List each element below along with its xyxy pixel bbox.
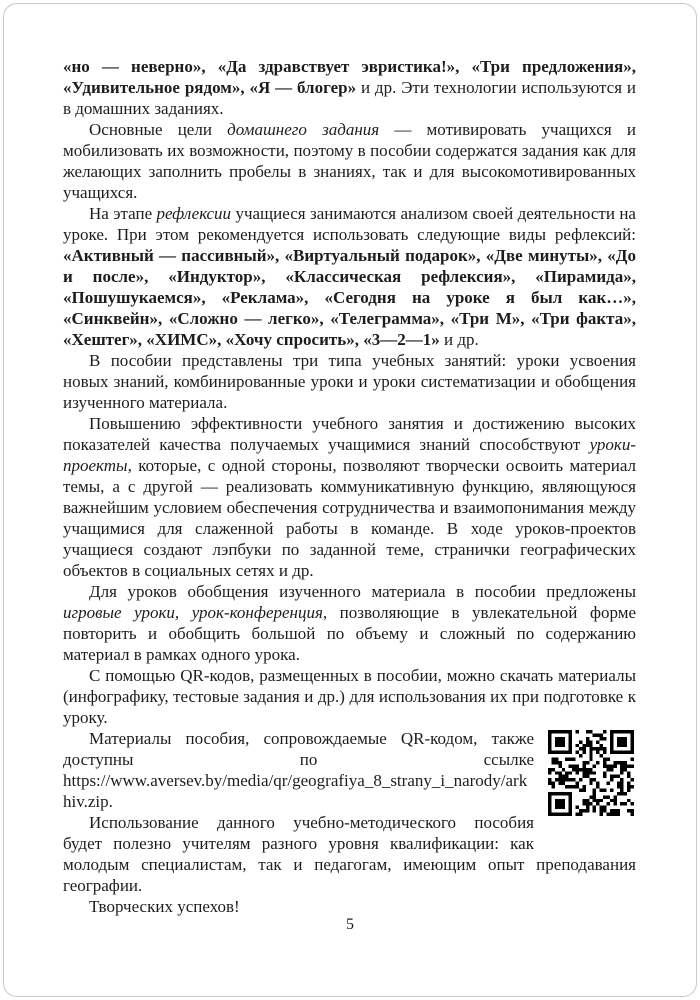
text-run: , которые, с одной стороны, позволяют творчески освоить материал темы, а с другой — реализовать коммуникативную функцию, являющуюся важнейшим условием обеспечения сотрудничества и взаимопонимания между учащимися для слаженной работы в команде. В ходе уроков-проектов учащиеся создают лэпбуки по заданной теме, странички географических объектов в социальных сетях и др. — [63, 456, 636, 580]
text-run: «Активный — пассивный», «Виртуальный подарок», «Две минуты», «До и после», «Индуктор», «Классическая рефлексия», «Пирамида», «Пошушукаемся», «Реклама», «Сегодня на уроке я был как…», «Синквейн», «Сложно — легко», «Телеграмма», «Три М», «Три факта», «Хештег», «ХИМС», «Хочу спросить», «3—2—1» — [63, 246, 636, 349]
page-number: 5 — [346, 916, 354, 933]
paragraph — [63, 728, 636, 812]
text-run: На этапе — [89, 204, 157, 223]
paragraph — [63, 665, 636, 728]
text-run: — мотивировать учащихся и мобилизовать их возможности, поэтому в пособии содержатся задания как для желающих заполнить пробелы в знаниях, так и для высокомотивированных учащихся. — [63, 120, 636, 202]
text-run: В пособии представлены три типа учебных занятий: уроки усвоения новых знаний, комбинированные уроки и уроки систематизации и обобщения изученного материала. — [63, 351, 636, 412]
text-run: Творческих успехов! — [89, 897, 240, 916]
text-run: и др. — [439, 330, 479, 349]
paragraph — [63, 119, 636, 203]
text-run: , позволяющие в увлекательной форме повторить и обобщить большой по объему и сложный по содержанию материал в рамках одного урока. — [63, 603, 637, 664]
text-run: Повышению эффективности учебного занятия и достижению высоких показателей качества получаемых учащимися знаний способствуют — [63, 414, 636, 454]
text-run: Использование данного учебно-методического пособия будет полезно учителям разного уровня квалификации: как молодым специалистам, так и педагогам, имеющим опыт преподавания географии. — [63, 813, 636, 895]
text-run: уроки-проекты — [63, 435, 636, 475]
paragraph — [63, 413, 636, 581]
paragraph — [63, 581, 636, 665]
text-run: учащиеся занимаются анализом своей деятельности на уроке. При этом рекомендуется использовать следующие виды рефлексий: — [63, 204, 636, 244]
text-run: Основные цели — [89, 120, 228, 139]
paragraph — [63, 203, 636, 350]
text-run: «но — неверно», «Да здравствует эвристика!», «Три предложения», «Удивительное рядом», «Я — блогер» — [63, 57, 636, 97]
paragraph — [63, 56, 636, 119]
document-body — [63, 56, 636, 917]
text-run: домашнего задания — [227, 120, 380, 139]
paragraph — [63, 350, 636, 413]
text-run: Для уроков обобщения изученного материала в пособии предложены — [89, 582, 636, 601]
text-run: и др. Эти технологии используются и в домашних заданиях. — [63, 78, 636, 118]
qr-code — [548, 730, 636, 830]
paragraph — [63, 896, 636, 917]
text-run: С помощью QR-кодов, размещенных в пособии, можно скачать материалы (инфографику, тестовые задания и др.) для использования их при подготовке к уроку. — [63, 666, 636, 727]
text-run: рефлексии — [156, 204, 232, 223]
text-run: Материалы пособия, сопровождаемые QR-кодом, также доступны по ссылке https://www.aversev.by/media/qr/geografiya_8_strany_i_narody/arkhiv.zip. — [63, 729, 534, 811]
text-run: игровые уроки, урок-конференция — [63, 603, 323, 622]
